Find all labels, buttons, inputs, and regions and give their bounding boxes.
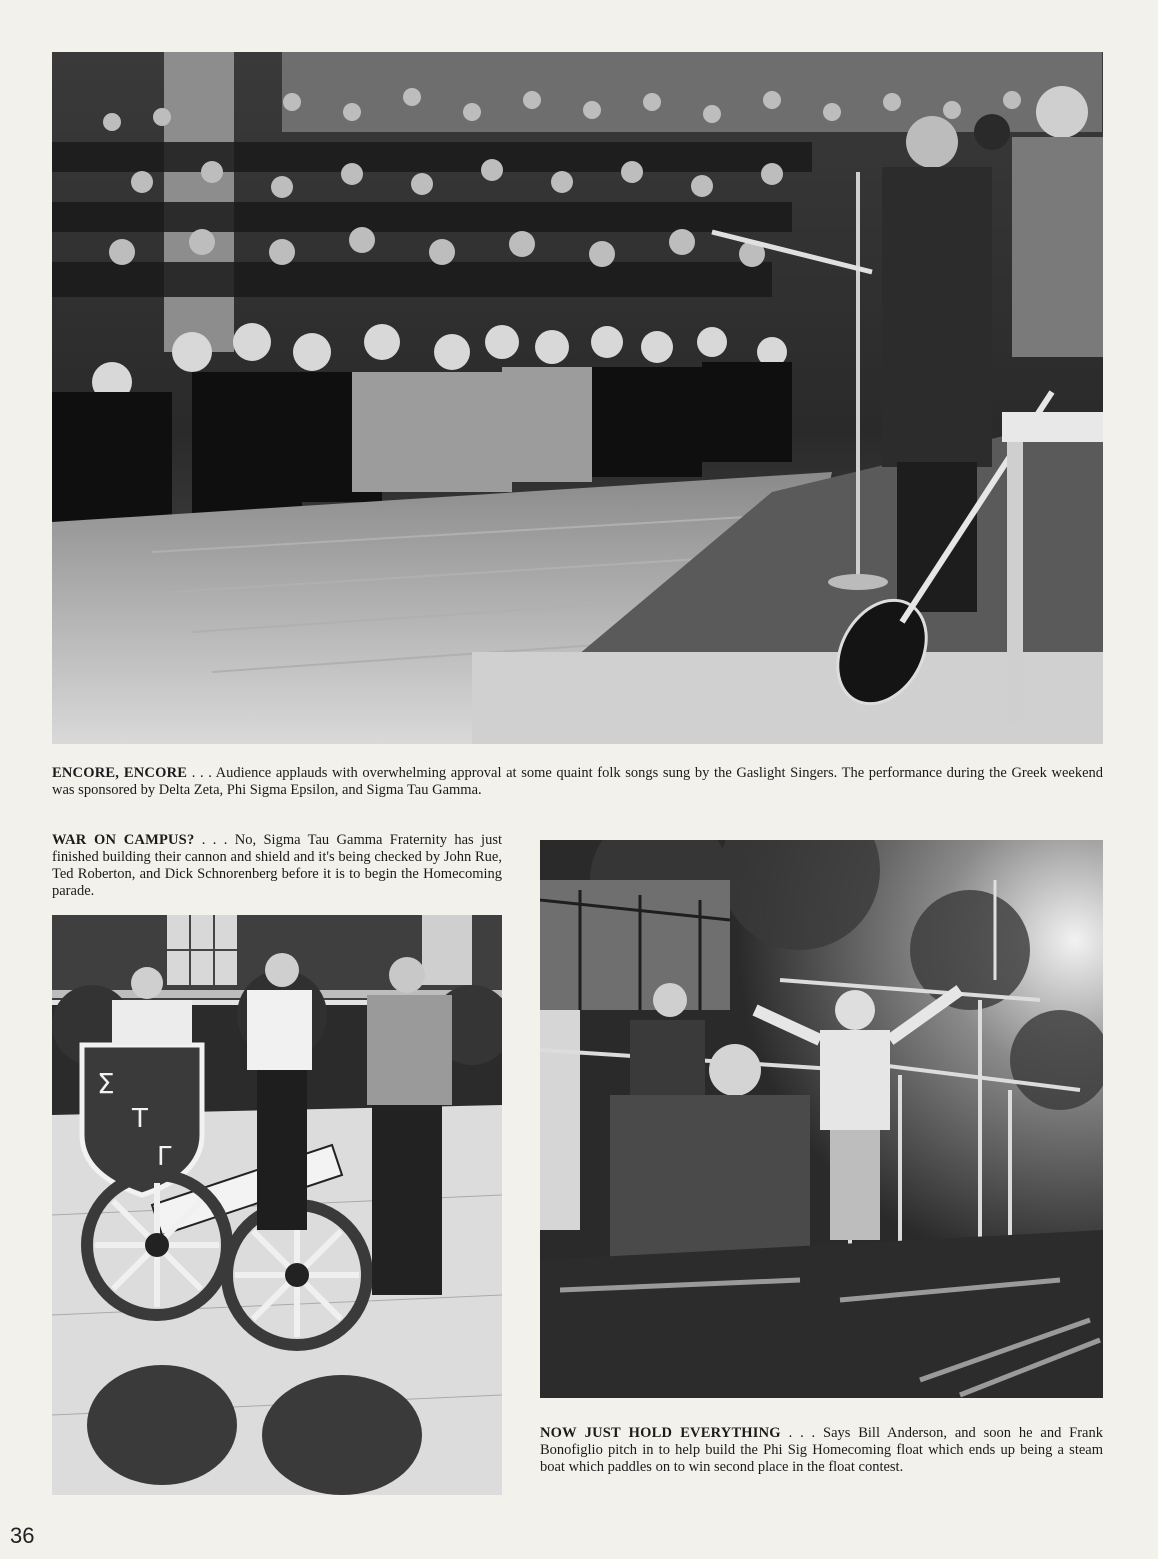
war-heading: WAR ON CAMPUS? bbox=[52, 832, 195, 848]
encore-text: . . . Audience applauds with overwhelming approval at some quaint folk songs sung by the Gaslight Singers. The performance during the Greek weekend was sponsored by Delta Zeta, Phi Sigma Epsilon, and Sigma Tau Gamma. bbox=[52, 765, 1104, 798]
shield-letter-tau: T bbox=[132, 1104, 148, 1134]
concert-audience-photo bbox=[52, 52, 1103, 744]
cannon-float-photo bbox=[52, 915, 502, 1495]
hold-heading: NOW JUST HOLD EVERYTHING bbox=[540, 1425, 781, 1441]
shield-letter-gamma: Γ bbox=[157, 1142, 172, 1172]
encore-caption bbox=[52, 765, 1103, 799]
float-building-photo bbox=[540, 840, 1103, 1398]
hold-caption bbox=[540, 1425, 1103, 1476]
war-caption bbox=[52, 832, 502, 900]
shield-letter-sigma: Σ bbox=[97, 1067, 115, 1100]
page-number: 36 bbox=[10, 1523, 35, 1548]
hold-text: . . . Says Bill Anderson, and soon he and Frank Bonofiglio pitch in to help build the Phi Sig Homecoming float which ends up being a steam boat which paddles on to win second place in the float contest. bbox=[540, 1425, 1103, 1475]
war-text: . . . No, Sigma Tau Gamma Fraternity has just finished building their cannon and shield and it's being checked by John Rue, Ted Roberton, and Dick Schnorenberg before it is to begin the Homecoming parade. bbox=[52, 832, 503, 899]
encore-heading: ENCORE, ENCORE bbox=[52, 765, 188, 781]
